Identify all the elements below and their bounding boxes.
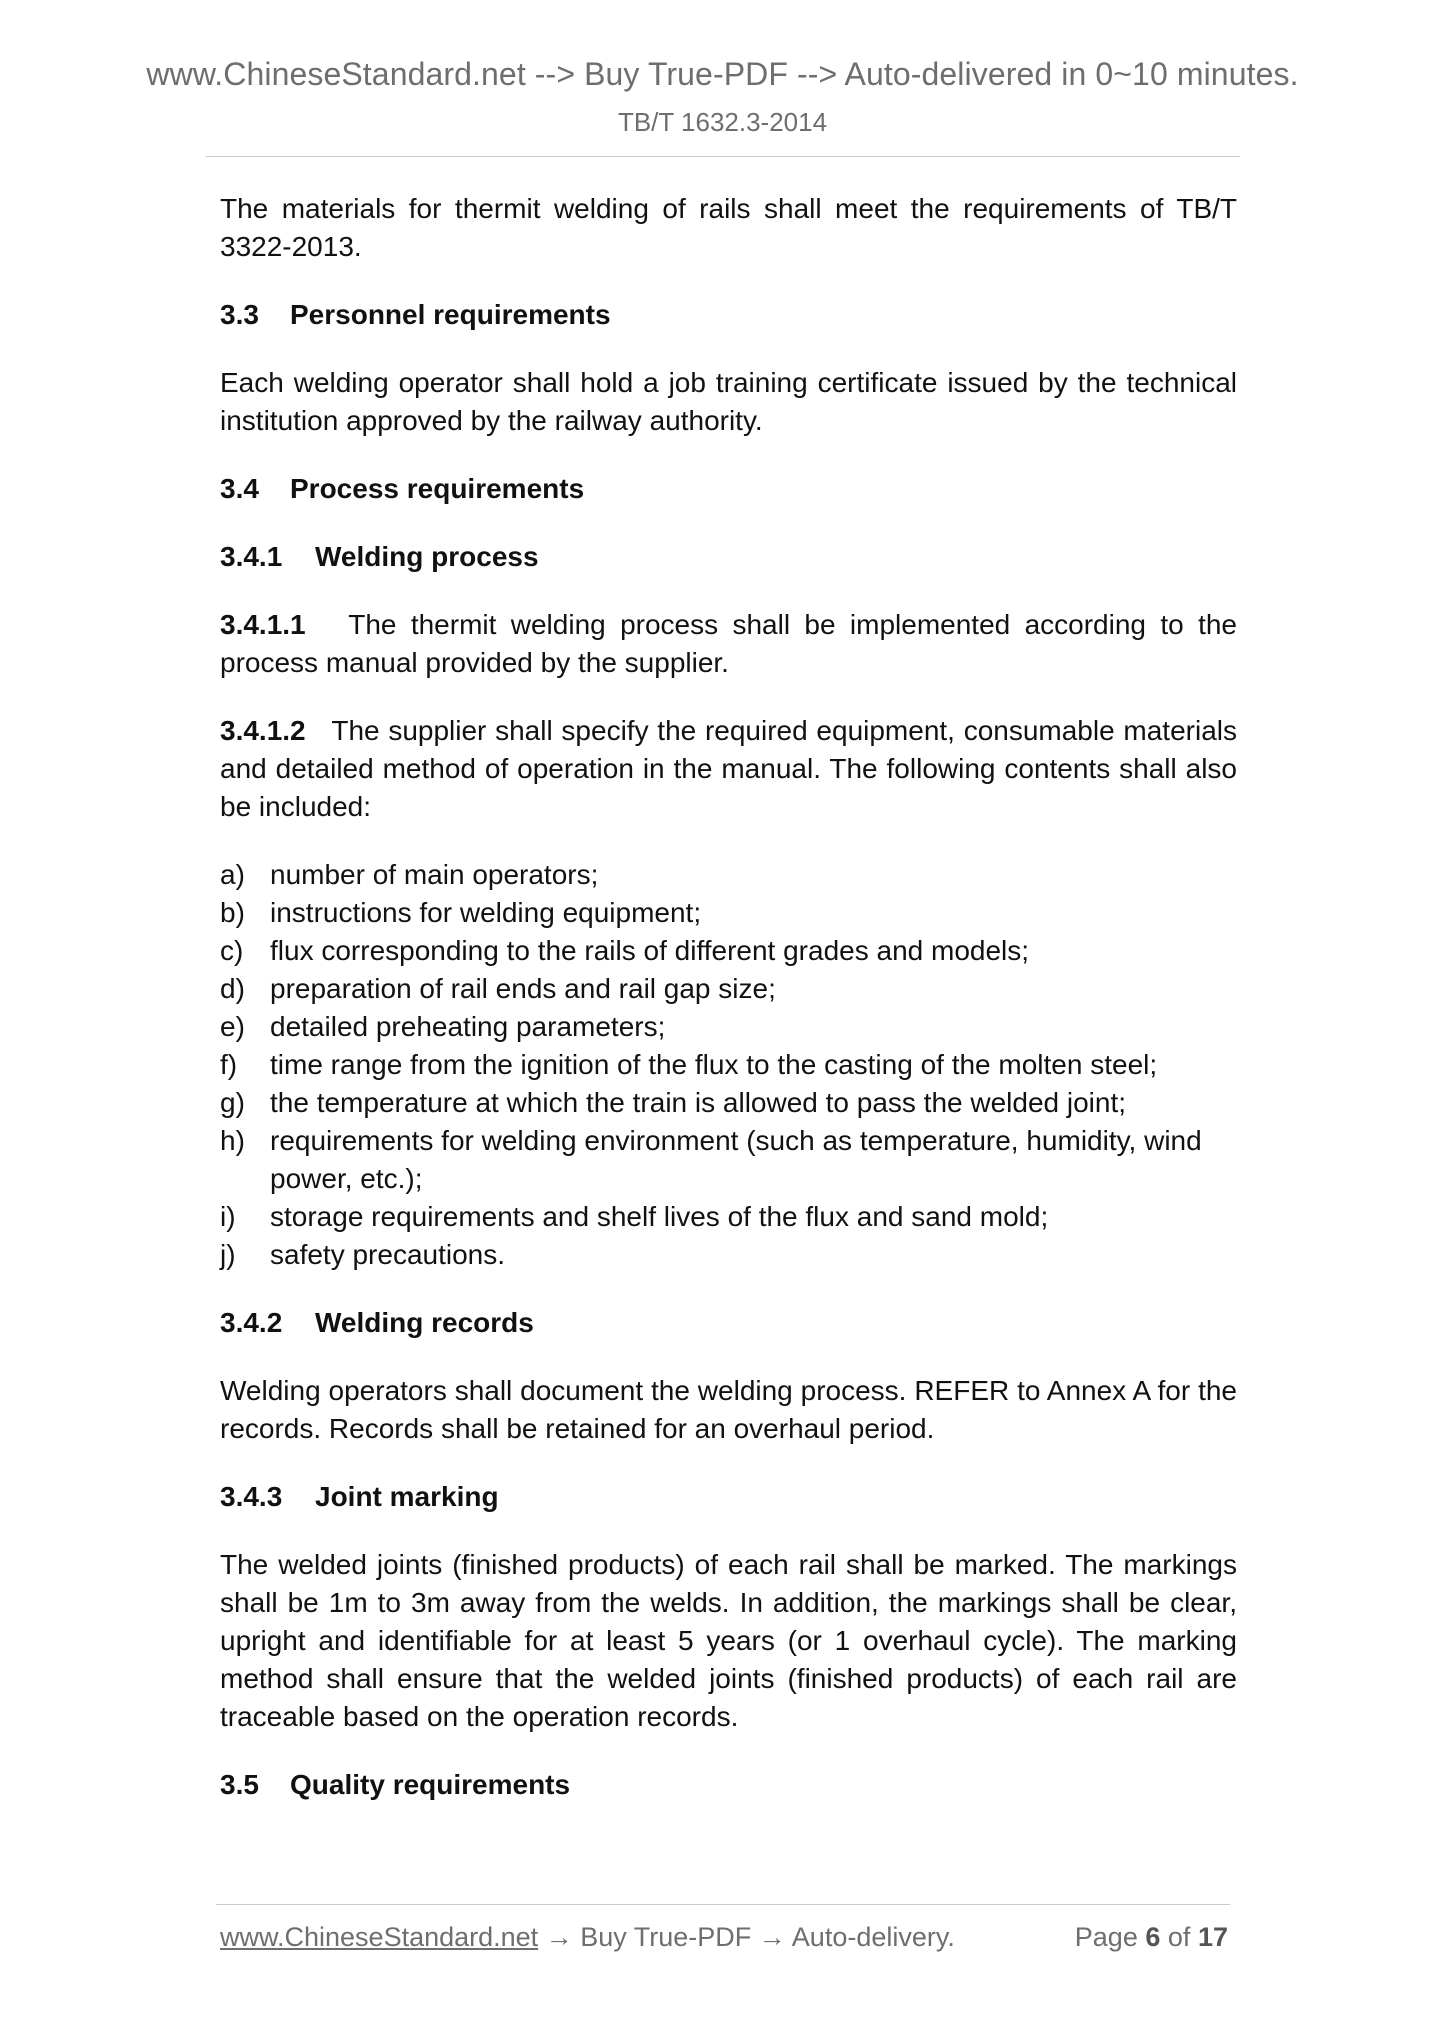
list-label: i) [220,1201,236,1232]
section-title: Process requirements [290,473,585,504]
standard-number: TB/T 1632.3-2014 [617,107,828,137]
list-text: the temperature at which the train is allowed to pass the welded joint; [270,1087,1127,1118]
arrow-right-icon: → [545,1922,573,1952]
list-item [220,894,1237,932]
heading-3-4-1 [220,538,1237,576]
document-body [220,190,1237,1804]
section-title: Welding records [315,1307,534,1338]
list-text: time range from the ignition of the flux to the casting of the molten steel; [270,1049,1158,1080]
page-of: of [1167,1922,1191,1952]
list-item [220,1122,1237,1198]
heading-3-4-2 [220,1304,1237,1342]
page-total: 17 [1197,1922,1228,1952]
heading-3-5 [220,1766,1237,1804]
list-item [220,1198,1237,1236]
section-number: 3.5 [220,1769,259,1800]
marking-paragraph: The welded joints (finished products) of each rail shall be marked. The markings shall be 1m to 3m away from the welds. In addition, the markings shall be clear, upright and identifiable for at least 5 years (or 1 overhaul cycle). The marking method shall ensure that the welded joints (finished products) of each rail are traceable based on the operation records. [220,1549,1237,1732]
section-number: 3.4.2 [220,1307,283,1338]
list-label: b) [220,897,245,928]
list-label: h) [220,1125,245,1156]
clause-text: The thermit welding process shall be implemented according to the process manual provided by the supplier. [220,609,1237,678]
list-text: flux corresponding to the rails of different grades and models; [270,935,1030,966]
section-title: Welding process [315,541,539,572]
header-divider [206,156,1240,157]
list-text: preparation of rail ends and rail gap size; [270,973,776,1004]
list-text: detailed preheating parameters; [270,1011,666,1042]
list-label: g) [220,1087,245,1118]
list-text: requirements for welding environment (such as temperature, humidity, wind power, etc.); [270,1125,1202,1194]
heading-3-3 [220,296,1237,334]
section-number: 3.4.1 [220,541,283,572]
list-item [220,970,1237,1008]
section-title: Personnel requirements [290,299,611,330]
page-word: Page [1074,1922,1138,1952]
list-text: instructions for welding equipment; [270,897,702,928]
clause-text: The supplier shall specify the required equipment, consumable materials and detailed method of operation in the manual. The following contents shall also be included: [220,715,1237,822]
list-label: a) [220,859,245,890]
footer-site-link[interactable]: www.ChineseStandard.net [220,1922,539,1952]
arrow-right-icon: → [758,1922,786,1952]
section-title: Quality requirements [290,1769,571,1800]
list-label: j) [220,1239,236,1270]
footer-delivery-text: Auto-delivery. [791,1922,955,1952]
footer-left [220,1922,955,1953]
personnel-paragraph: Each welding operator shall hold a job training certificate issued by the technical institution approved by the railway authority. [220,367,1237,436]
section-number: 3.3 [220,299,259,330]
list-text: safety precautions. [270,1239,506,1270]
list-item [220,1046,1237,1084]
clause-3-4-1-2 [220,712,1237,826]
manual-contents-list [220,856,1237,1274]
header-banner[interactable]: www.ChineseStandard.net --> Buy True-PDF --> Auto-delivered in 0~10 minutes. [146,56,1299,92]
list-item [220,1236,1237,1274]
records-paragraph: Welding operators shall document the welding process. REFER to Annex A for the records. Records shall be retained for an overhaul period. [220,1375,1237,1444]
section-number: 3.4.3 [220,1481,283,1512]
list-item [220,1084,1237,1122]
list-item [220,932,1237,970]
list-item [220,856,1237,894]
page-indicator [1075,1922,1228,1953]
intro-paragraph: The materials for thermit welding of rails shall meet the requirements of TB/T 3322-2013. [220,193,1237,262]
list-label: c) [220,935,244,966]
list-text: storage requirements and shelf lives of the flux and sand mold; [270,1201,1049,1232]
list-label: d) [220,973,245,1004]
section-number: 3.4 [220,473,259,504]
heading-3-4-3 [220,1478,1237,1516]
heading-3-4 [220,470,1237,508]
list-label: e) [220,1011,245,1042]
page-current: 6 [1145,1922,1161,1952]
clause-number: 3.4.1.2 [220,715,306,746]
page-footer [220,1922,1228,1953]
clause-3-4-1-1 [220,606,1237,682]
list-text: number of main operators; [270,859,599,890]
list-item [220,1008,1237,1046]
footer-divider [216,1904,1230,1905]
clause-number: 3.4.1.1 [220,609,306,640]
footer-buy-text: Buy True-PDF [580,1922,752,1952]
section-title: Joint marking [315,1481,499,1512]
list-label: f) [220,1049,238,1080]
